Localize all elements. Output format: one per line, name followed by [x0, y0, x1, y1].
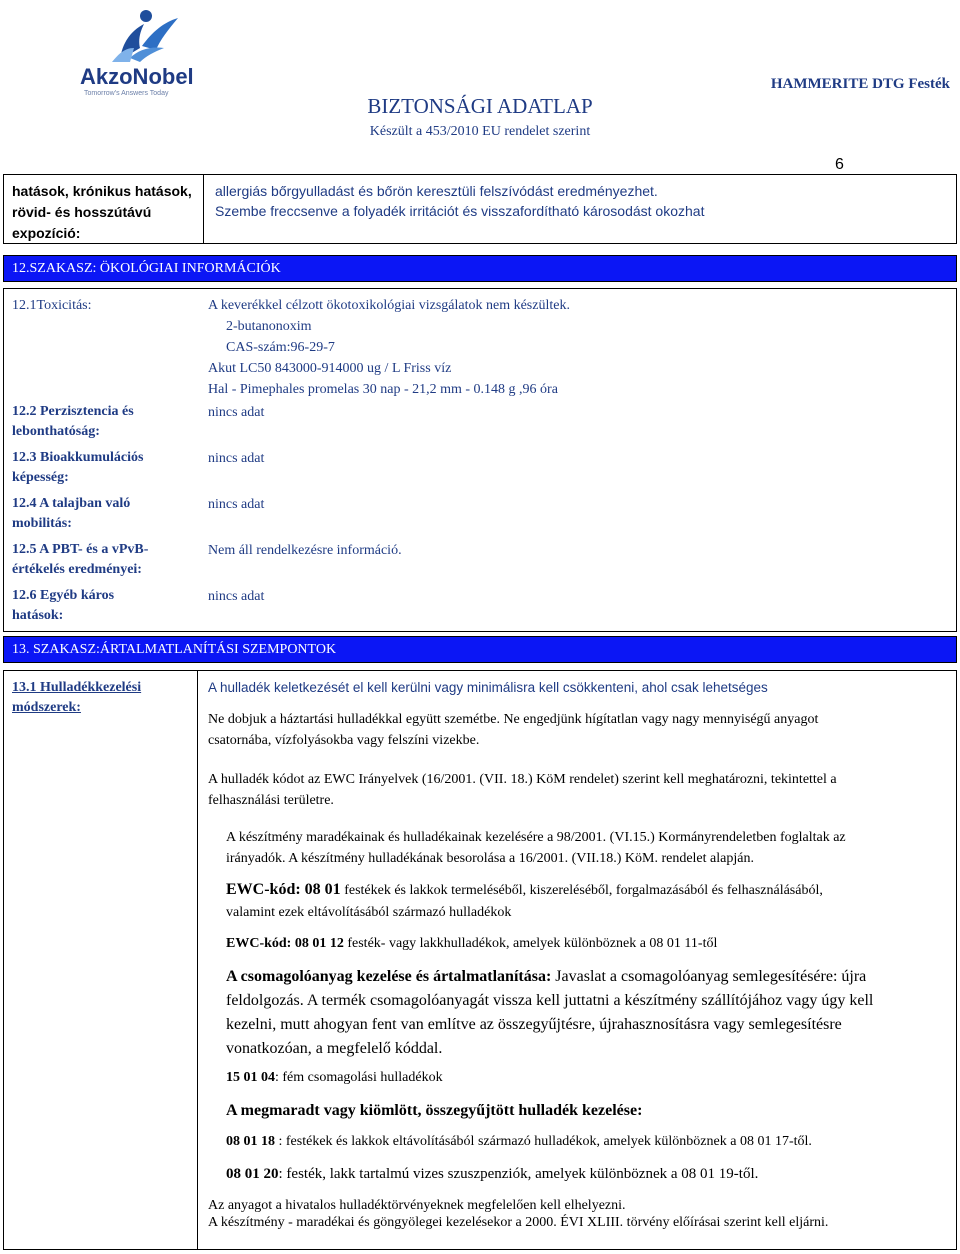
logo-tagline: Tomorrow's Answers Today: [84, 90, 169, 97]
section13-table: [3, 670, 957, 1250]
value-12-6: nincs adat: [208, 589, 265, 604]
value-12-4: nincs adat: [208, 497, 265, 512]
section13-heading: 13. SZAKASZ:ÁRTALMATLANÍTÁSI SZEMPONTOK: [3, 636, 957, 663]
ewc-code-080112: EWC-kód: 08 01 12 festék- vagy lakkhulladékok, amelyek különböznek a 08 01 11-től: [226, 936, 718, 951]
value-12-5: Nem áll rendelkezésre információ.: [208, 543, 402, 558]
toxicity-text: A keverékkel célzott ökotoxikológiai vizsgálatok nem készültek. 2-butanonoxim CAS-szám:96-29-7 Akut LC50 843000-914000 ug / L Friss víz Hal - Pimephales promelas 30 nap - 21,2 mm - 0.148 g ,96 óra: [208, 298, 570, 397]
document-title: BIZTONSÁGI ADATLAP: [367, 94, 593, 118]
paragraph-government-decree: A készítmény maradékainak és hulladékainak kezelésére a 98/2001. (VI.15.) Kormányrendeletben foglaltak az irányadók. A készítmény hulladékának besorolása a 16/2001. (VII.18.) KöM. rendelet alapján.: [226, 830, 846, 866]
remaining-waste-heading: A megmaradt vagy kiömlött, összegyűjtött hulladék kezelése:: [226, 1102, 643, 1119]
value-12-3: nincs adat: [208, 451, 265, 466]
section12-table: [3, 288, 957, 632]
akzonobel-logo: [60, 2, 210, 102]
waste-methods-label: 13.1 Hulladékkezelési módszerek:: [12, 680, 142, 715]
item-12-3: 12.3 Bioakkumulációs képesség:: [12, 450, 144, 485]
hazard-label: hatások, krónikus hatások, rövid- és hosszútávú expozíció:: [12, 183, 192, 241]
section12-heading: 12.SZAKASZ: ÖKOLÓGIAI INFORMÁCIÓK: [3, 255, 957, 282]
paragraph-household: Ne dobjuk a háztartási hulladékkal együtt szemétbe. Ne engedjünk hígítatlan vagy nagy mennyiségű anyagot csatornába, vízfolyásokba vagy felszíni vizekbe.: [208, 712, 819, 748]
code-080118: 08 01 18 : festékek és lakkok eltávolításából származó hulladékok, amelyek különböznek a 08 01 17-től.: [226, 1134, 812, 1149]
product-name: HAMMERITE DTG Festék: [770, 76, 950, 92]
code-150104: 15 01 04: fém csomagolási hulladékok: [226, 1070, 443, 1085]
hazard-text: allergiás bőrgyulladást és bőrön keresztüli felszívódást eredményezhet. Szembe freccsenve a folyadék irritációt és visszafordítható károsodást okozhat: [215, 183, 705, 219]
paragraph-ewc-guidelines: A hulladék kódot az EWC Irányelvek (16/2001. (VII. 18.) KöM rendelet) szerint kell meghatározni, tekintettel a felhasználási területre.: [208, 772, 837, 808]
page-number: 6: [835, 156, 844, 173]
packaging-treatment: A csomagolóanyag kezelése és ártalmatlanítása: Javaslat a csomagolóanyag semlegesítésére: újra feldolgozás. A termék csomagolóanyagát vissza kell juttatni a készítmény szállítójához vagy úgy kell kezelni, mutt ahogyan fent van említve az összegyűjtésre, újrahasznosításra vagy semlegesítésre vonatkozóan, a megfelelő kóddal.: [226, 968, 874, 1057]
ewc-code-0801: EWC-kód: 08 01 festékek és lakkok termeléséből, kiszereléséből, forgalmazásából és felhasználásából, valamint ezek eltávolításából származó hulladékok: [226, 881, 823, 920]
item-12-4: 12.4 A talajban való mobilitás:: [12, 496, 131, 531]
item-12-6: 12.6 Egyéb káros hatások:: [12, 588, 115, 623]
waste-methods-text: A hulladék keletkezését el kell kerülni vagy minimálisra kell csökkenteni, ahol csak lehetséges: [208, 680, 768, 695]
code-080120: 08 01 20: festék, lakk tartalmú vizes szuszpenziók, amelyek különböznek a 08 01 19-től.: [226, 1166, 759, 1182]
final-statements: Az anyagot a hivatalos hulladéktörvényeknek megfelelően kell elhelyezni. A készítmény - maradékai és göngyölegei kezelésekor a 2000. ÉVI XLIII. törvény előírásai szerint kell eljárni.: [208, 1198, 829, 1230]
logo-text: AkzoNobel: [80, 64, 194, 89]
item-12-5: 12.5 A PBT- és a vPvB- értékelés eredményei:: [12, 542, 149, 577]
toxicity-label: 12.1Toxicitás:: [12, 298, 92, 313]
document-subtitle: Készült a 453/2010 EU rendelet szerint: [369, 124, 591, 139]
hazard-continuation-row: [3, 174, 957, 244]
item-12-2: 12.2 Perzisztencia és lebonthatóság:: [12, 404, 134, 439]
value-12-2: nincs adat: [208, 405, 265, 420]
